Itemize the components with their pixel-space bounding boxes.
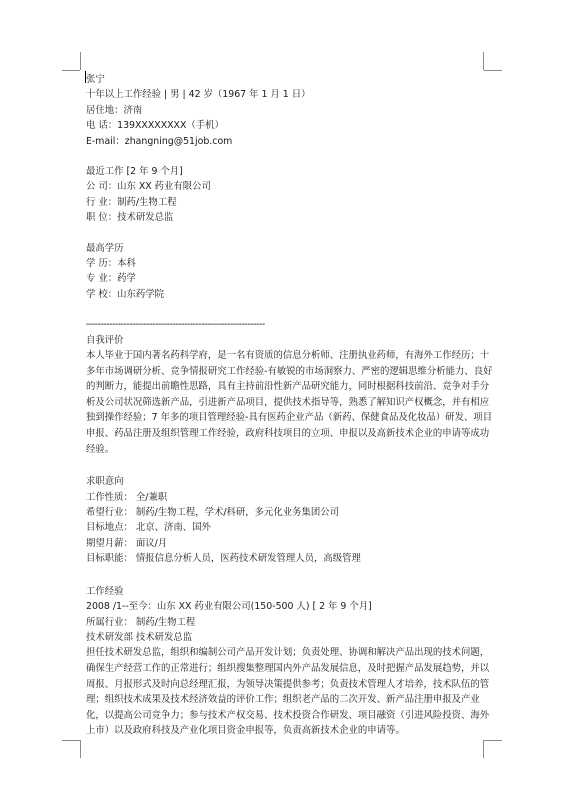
phone: 电 话：139XXXXXXXX（手机） <box>86 120 224 132</box>
recent-job-industry: 行 业：制药/生物工程 <box>86 196 177 208</box>
job-intent-salary: 期望月薪： 面议/月 <box>86 537 168 549</box>
candidate-name: 张宁 <box>86 74 105 85</box>
work-exp-description: 担任技术研发总监，组织和编制公司产品开发计划；负责处理、协调和解决产品出现的技术问题，确保生产经营工作的正常进行；组织搜集整理国内外产品发展信息，及时把握产品发展趋势，并以周报、月报形式及时向总经理汇报，为领导决策提供参考；负责技术管理人才培养，技术队伍的管理；组织技术成果及技术经济效益的评价工作；组织老产品的二次开发、新产品注册申报及产业化，以提高公司竞争力；参与技术产权交易、技术投资合作研发、项目融资（引进风险投资、海外上市）以及政府科技及产业化项目资金申报等，负责高新技术企业的申请等。 <box>86 647 490 737</box>
section-separator: -------------------------------------------------------------- <box>86 319 265 331</box>
education-degree: 学 历：本科 <box>86 258 136 270</box>
crop-mark-top-right-v <box>483 52 484 70</box>
work-exp-industry: 所属行业： 制药/生物工程 <box>86 616 196 628</box>
crop-mark-top-left-v <box>80 52 81 70</box>
education-school: 学 校：山东药学院 <box>86 288 164 300</box>
summary-line: 十年以上工作经验 | 男 | 42 岁（1967 年 1 月 1 日） <box>86 89 311 101</box>
self-eval-heading: 自我评价 <box>86 334 124 346</box>
crop-mark-bottom-right-v <box>483 740 484 758</box>
recent-job-heading: 最近工作 [2 年 9 个月] <box>86 166 183 178</box>
resume-document[interactable] <box>86 72 496 739</box>
education-heading: 最高学历 <box>86 242 124 254</box>
job-intent-heading: 求职意向 <box>86 476 124 488</box>
work-exp-heading: 工作经验 <box>86 585 124 597</box>
work-exp-period: 2008 /1--至今：山东 XX 药业有限公司(150-500 人) [ 2 年 9 个月] <box>86 601 372 613</box>
job-intent-industry: 希望行业： 制药/生物工程，学术/科研，多元化业务集团公司 <box>86 507 340 519</box>
education-major: 专 业：药学 <box>86 273 136 285</box>
crop-mark-top-left-h <box>62 70 80 71</box>
job-intent-type: 工作性质： 全/兼职 <box>86 491 168 503</box>
job-intent-function: 目标职能： 情报信息分析人员，医药技术研发管理人员，高级管理 <box>86 553 361 565</box>
crop-mark-bottom-right-h <box>484 740 502 741</box>
email: E-mail：zhangning@51job.com <box>86 135 233 147</box>
job-intent-location: 目标地点： 北京、济南、国外 <box>86 522 211 534</box>
crop-mark-bottom-left-v <box>80 740 81 758</box>
work-exp-dept: 技术研发部 技术研发总监 <box>86 631 193 643</box>
crop-mark-top-right-h <box>484 70 502 71</box>
self-eval-text: 本人毕业于国内著名药科学府，是一名有资质的信息分析师、注册执业药师，有海外工作经历；十多年市场调研分析、竞争情报研究工作经验-有敏锐的市场洞察力、严密的逻辑思维分析能力、良好的判断力，能提出前瞻性思路，具有主持前沿性新产品研究能力，同时根据科技前沿、竞争对手分析及公司状况筛选新产品，引进新产品项目，提供技术指导等，熟悉了解知识产权概念，并有相应独到操作经验；7 年多的项目管理经验-具有医药企业产品（新药、保健食品及化妆品）研发、项目申报、药品注册及组织管理工作经验，政府科技项目的立项、申报以及高新技术企业的申请等成功经验。 <box>86 350 493 455</box>
residence: 居住地：济南 <box>86 104 143 116</box>
recent-job-company: 公 司：山东 XX 药业有限公司 <box>86 181 211 193</box>
crop-mark-bottom-left-h <box>62 740 80 741</box>
recent-job-position: 职 位：技术研发总监 <box>86 212 174 224</box>
